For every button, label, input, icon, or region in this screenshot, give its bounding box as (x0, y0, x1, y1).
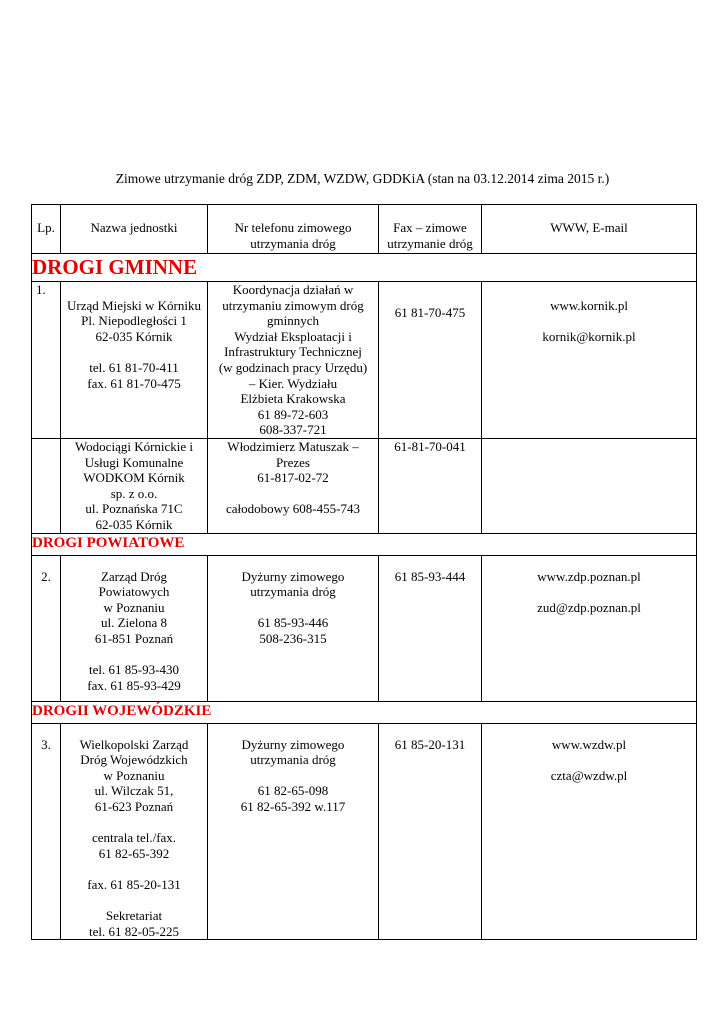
header-phone: Nr telefonu zimowego utrzymania dróg (234, 220, 352, 251)
row-www: www.zdp.poznan.pl zud@zdp.poznan.pl (537, 568, 641, 615)
table-row (32, 438, 697, 533)
section-title-powiatowe: DROGI POWIATOWE (32, 534, 185, 551)
header-name: Nazwa jednostki (90, 220, 178, 235)
contacts-table (31, 204, 697, 940)
row-lp: 2. (41, 568, 51, 584)
row-phone: Włodzimierz Matuszak – Prezes 61-817-02-72 całodobowy 608-455-743 (226, 438, 360, 517)
table-header-row (32, 205, 697, 254)
row-name: Zarząd Dróg Powiatowych w Poznaniu ul. Zielona 8 61-851 Poznań tel. 61 85-93-430 fax. 61 85-93-429 (87, 568, 181, 693)
row-lp: 3. (41, 736, 51, 752)
row-name: Urząd Miejski w Kórniku Pl. Niepodległości 1 62-035 Kórnik tel. 61 81-70-411 fax. 61 81-70-475 (67, 297, 201, 391)
row-www: www.wzdw.pl czta@wzdw.pl (550, 736, 628, 783)
row-name: Wielkopolski Zarząd Dróg Wojewódzkich w Poznaniu ul. Wilczak 51, 61-623 Poznań centrala tel./fax. 61 82-65-392 fax. 61 85-20-131 Sekretariat tel. 61 82-05-225 (79, 736, 189, 939)
table-row (32, 723, 697, 940)
row-fax: 61 81-70-475 (394, 304, 466, 320)
section-title-gminne: DROGI GMINNE (32, 255, 198, 279)
row-phone: Dyżurny zimowego utrzymania dróg 61 85-93-446 508-236-315 (241, 568, 345, 646)
row-phone: Koordynacja działań w utrzymaniu zimowym dróg gminnych Wydział Eksploatacji i Infrastruktury Technicznej (w godzinach pracy Urzędu) – Kier. Wydziału Elżbieta Krakowska 61 89-72-603 608-337-721 (218, 282, 368, 438)
section-title-wojewodzkie: DROGII WOJEWÓDZKIE (32, 702, 212, 719)
document-title: Zimowe utrzymanie dróg ZDP, ZDM, WZDW, GDDKiA (stan na 03.12.2014 zima 2015 r.) (115, 171, 610, 186)
row-fax: 61 85-20-131 (394, 736, 466, 752)
header-www: WWW, E-mail (550, 220, 628, 235)
header-fax: Fax – zimowe utrzymanie dróg (387, 220, 473, 251)
section-row-wojewodzkie (32, 701, 697, 723)
row-lp: 1. (36, 282, 46, 297)
row-www: www.kornik.pl kornik@kornik.pl (542, 297, 636, 344)
row-fax: 61-81-70-041 (394, 438, 466, 454)
table-row (32, 555, 697, 701)
row-fax: 61 85-93-444 (394, 568, 466, 584)
section-row-powiatowe (32, 533, 697, 555)
table-row (32, 282, 697, 439)
section-row-gminne (32, 254, 697, 282)
row-name: Wodociągi Kórnickie i Usługi Komunalne WODKOM Kórnik sp. z o.o. ul. Poznańska 71C 62-035 Kórnik (74, 438, 194, 532)
header-lp: Lp. (37, 220, 55, 235)
row-phone: Dyżurny zimowego utrzymania dróg 61 82-65-098 61 82-65-392 w.117 (240, 736, 346, 814)
